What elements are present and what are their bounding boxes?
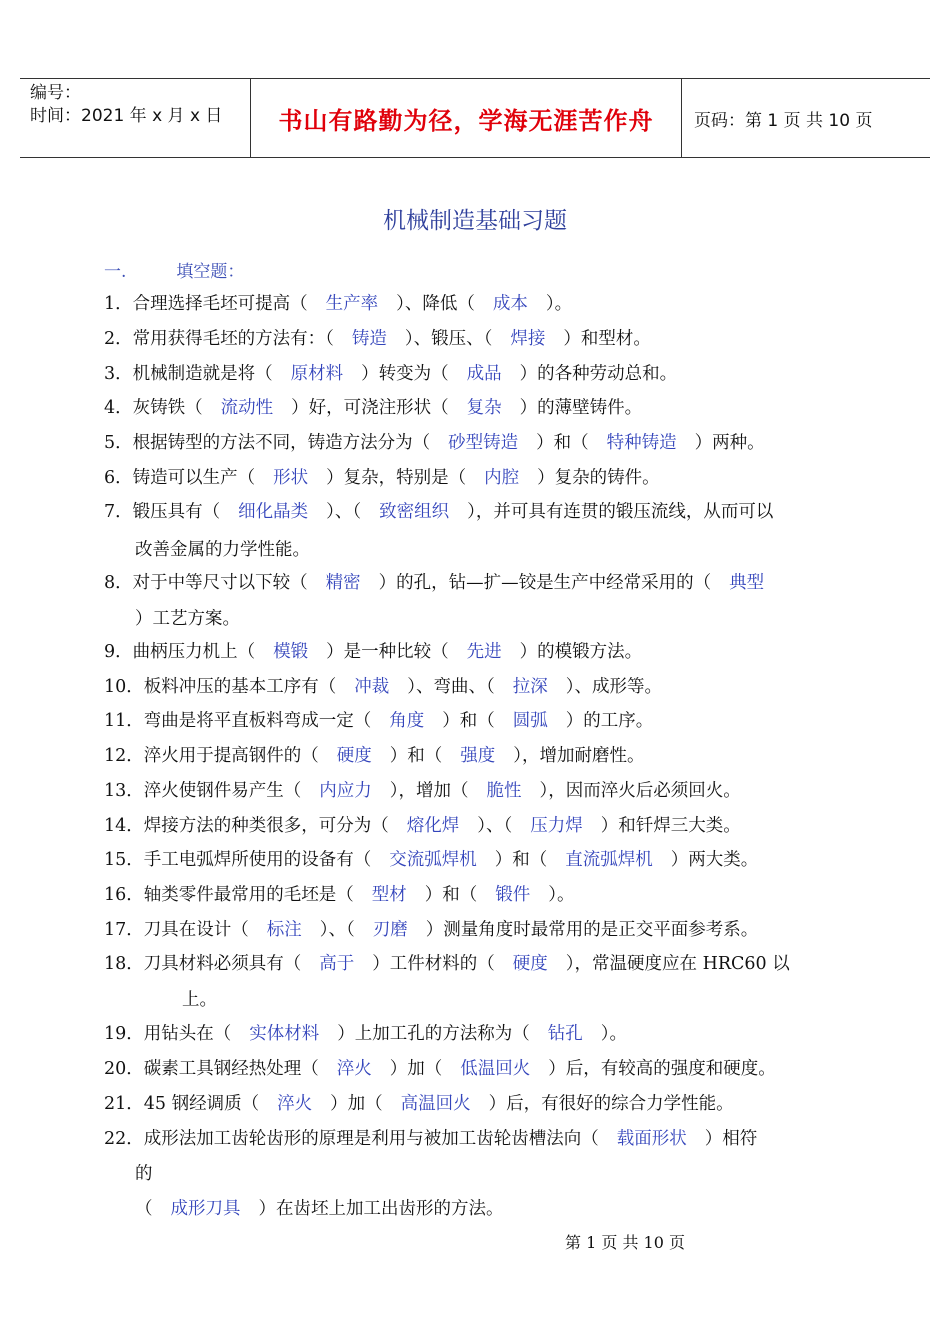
question-text: （ [135, 1199, 153, 1219]
answer-text: 交流弧焊机 [389, 850, 477, 870]
question-line [104, 846, 758, 871]
question-text: ）两种。 [694, 433, 765, 453]
section-label: 填空题： [176, 262, 245, 282]
question-line [104, 360, 677, 385]
answer-text: 淬火 [277, 1094, 313, 1114]
answer-text: 砂型铸造 [448, 433, 519, 453]
question-text: 8．对于中等尺寸以下较（ [104, 573, 308, 593]
answer-text: 成形刀具 [170, 1199, 241, 1219]
question-text: ）测量角度时最常用的是正交平面参考系。 [425, 920, 759, 940]
question-text: ）工件材料的（ [372, 954, 495, 974]
answer-text: 强度 [460, 746, 496, 766]
question-line [104, 950, 790, 975]
question-text: ）和（ [536, 433, 589, 453]
question-line [104, 638, 642, 663]
question-text: ）相符 [704, 1129, 758, 1149]
question-line [104, 916, 758, 941]
motto: 书山有路勤为径，学海无涯苦作舟 [251, 79, 682, 157]
question-text: 20．碳素工具钢经热处理（ [104, 1059, 319, 1079]
page-indicator: 页码：第 1 页 共 10 页 [694, 110, 873, 131]
question-text: ）、锻压、（ [404, 329, 493, 349]
question-line [104, 1125, 757, 1150]
question-text: ），增加（ [389, 781, 469, 801]
answer-text: 铸造 [351, 329, 387, 349]
question-text: ）加（ [330, 1094, 383, 1114]
answer-text: 钻孔 [547, 1024, 583, 1044]
question-text: ）上加工孔的方法称为（ [337, 1024, 530, 1044]
question-line [104, 464, 660, 489]
question-text: 14．焊接方法的种类很多，可分为（ [104, 816, 389, 836]
question-text: 上。 [182, 990, 217, 1010]
question-text: 3．机械制造就是将（ [104, 364, 273, 384]
question-text: ）和（ [494, 850, 548, 870]
answer-text: 硬度 [336, 746, 372, 766]
question-line [104, 325, 651, 350]
question-text: ）后，有较高的强度和硬度。 [548, 1059, 776, 1079]
answer-text: 原材料 [290, 364, 344, 384]
question-line [104, 707, 653, 732]
answer-text: 实体材料 [249, 1024, 320, 1044]
page-footer: 第 1 页 共 10 页 [565, 1233, 685, 1252]
answer-text: 复杂 [466, 398, 502, 418]
section-heading [104, 257, 244, 282]
question-text: 21．45 钢经调质（ [104, 1094, 260, 1114]
answer-text: 低温回火 [460, 1059, 531, 1079]
question-text: 16．轴类零件最常用的毛坯是（ [104, 885, 354, 905]
question-text: ）。 [548, 885, 575, 905]
question-line [104, 1055, 776, 1080]
date-label: 时间：2021 年 x 月 x 日 [30, 106, 223, 126]
answer-text: 圆弧 [512, 711, 548, 731]
answer-text: 成品 [466, 364, 502, 384]
question-text: ）和（ [424, 885, 478, 905]
answer-text: 流动性 [220, 398, 274, 418]
question-text: ）的孔，钻—扩—铰是生产中经常采用的（ [378, 573, 712, 593]
question-text: ）和（ [389, 746, 443, 766]
question-text: ）、（ [319, 920, 355, 940]
question-line [104, 1090, 734, 1115]
question-text: ）、（ [326, 502, 362, 522]
answer-text: 高于 [319, 954, 355, 974]
answer-text: 载面形状 [616, 1129, 687, 1149]
header-meta [20, 79, 251, 157]
question-text: 6．铸造可以生产（ [104, 468, 256, 488]
section-number: 一. [104, 262, 127, 282]
question-line [104, 812, 741, 837]
answer-text: 焊接 [510, 329, 546, 349]
question-text: 的 [135, 1164, 153, 1184]
document-title: 机械制造基础习题 [383, 208, 567, 234]
question-line [182, 986, 217, 1011]
question-text: ）好，可浇注形状（ [291, 398, 449, 418]
question-line [104, 673, 662, 698]
question-text: 11．弯曲是将平直板料弯成一定（ [104, 711, 372, 731]
question-text: ）的各种劳动总和。 [519, 364, 678, 384]
question-line [104, 498, 773, 523]
question-text: ）加（ [389, 1059, 443, 1079]
answer-text: 高温回火 [400, 1094, 471, 1114]
answer-text: 先进 [466, 642, 502, 662]
question-text: ），增加耐磨性。 [513, 746, 645, 766]
answer-text: 熔化焊 [406, 816, 460, 836]
answer-text: 淬火 [336, 1059, 372, 1079]
answer-text: 精密 [325, 573, 361, 593]
answer-text: 内应力 [319, 781, 372, 801]
question-line [104, 569, 782, 594]
answer-text: 细化晶类 [238, 502, 309, 522]
answer-text: 锻件 [495, 885, 531, 905]
question-line [104, 742, 645, 767]
question-text: ）的工序。 [565, 711, 654, 731]
answer-text: 拉深 [512, 677, 548, 697]
question-text: ）复杂，特别是（ [326, 468, 467, 488]
question-text: ），并可具有连贯的锻压流线，从而可以 [467, 502, 774, 522]
question-text: ）和型材。 [563, 329, 651, 349]
question-text: ）复杂的铸件。 [537, 468, 660, 488]
answer-text: 模锻 [273, 642, 309, 662]
answer-text: 刃磨 [372, 920, 408, 940]
answer-text: 脆性 [486, 781, 522, 801]
answer-text: 直流弧焊机 [565, 850, 653, 870]
answer-text: 硬度 [512, 954, 548, 974]
question-line [135, 1195, 504, 1220]
question-text: ）、成形等。 [565, 677, 663, 697]
question-line [135, 536, 310, 561]
question-text: ）两大类。 [670, 850, 759, 870]
question-text: ）转变为（ [361, 364, 449, 384]
question-text: 13．淬火使钢件易产生（ [104, 781, 302, 801]
answer-text: 特种铸造 [606, 433, 677, 453]
answer-text: 角度 [389, 711, 425, 731]
answer-text: 冲裁 [354, 677, 390, 697]
answer-text: 压力焊 [530, 816, 583, 836]
question-text: 1．合理选择毛坯可提高（ [104, 294, 308, 314]
question-line [135, 1160, 153, 1185]
question-text: 12．淬火用于提高钢件的（ [104, 746, 319, 766]
question-text: 19．用钻头在（ [104, 1024, 232, 1044]
page-header [20, 78, 930, 158]
question-text: ）的模锻方法。 [519, 642, 643, 662]
question-text: ）后，有很好的综合力学性能。 [488, 1094, 734, 1114]
question-text: 10．板料冲压的基本工序有（ [104, 677, 337, 697]
answer-text: 型材 [371, 885, 407, 905]
question-text: 18．刀具材料必须具有（ [104, 954, 302, 974]
question-text: ）。 [600, 1024, 628, 1044]
question-text: 17．刀具在设计（ [104, 920, 249, 940]
answer-text: 生产率 [325, 294, 379, 314]
question-text: 22．成形法加工齿轮齿形的原理是利用与被加工齿轮齿槽法向（ [104, 1129, 599, 1149]
question-line [104, 290, 572, 315]
question-text: ）在齿坯上加工出齿形的方法。 [258, 1199, 504, 1219]
question-text: 15．手工电弧焊所使用的设备有（ [104, 850, 372, 870]
question-text: ）、降低（ [396, 294, 475, 314]
question-text: ），因而淬火后必须回火。 [539, 781, 741, 801]
question-line [104, 394, 642, 419]
question-text: ）的薄壁铸件。 [519, 398, 643, 418]
question-line [104, 777, 741, 802]
question-text: ），常温硬度应在 HRC60 以 [565, 954, 790, 974]
question-text: 7．锻压具有（ [104, 502, 221, 522]
question-text: ）工艺方案。 [135, 609, 240, 629]
question-line [135, 605, 240, 630]
question-text: ）、（ [477, 816, 513, 836]
question-line [104, 1020, 627, 1045]
answer-text: 标注 [266, 920, 302, 940]
question-text: ）是一种比较（ [326, 642, 449, 662]
question-text: 5．根据铸型的方法不同，铸造方法分为（ [104, 433, 431, 453]
question-text: ）和（ [442, 711, 495, 731]
answer-text: 典型 [729, 573, 765, 593]
question-text: 4．灰铸铁（ [104, 398, 203, 418]
answer-text: 致密组织 [379, 502, 450, 522]
answer-text: 成本 [492, 294, 528, 314]
question-text: 2．常用获得毛坯的方法有：（ [104, 329, 334, 349]
question-text: ）和钎焊三大类。 [600, 816, 741, 836]
answer-text: 内腔 [484, 468, 520, 488]
question-text: 9．曲柄压力机上（ [104, 642, 256, 662]
question-line [104, 881, 575, 906]
question-text: 改善金属的力学性能。 [135, 540, 310, 560]
question-text: ）。 [545, 294, 573, 314]
serial-label: 编号： [30, 83, 81, 103]
question-text: ）、弯曲、（ [407, 677, 495, 697]
question-line [104, 429, 765, 454]
answer-text: 形状 [273, 468, 309, 488]
